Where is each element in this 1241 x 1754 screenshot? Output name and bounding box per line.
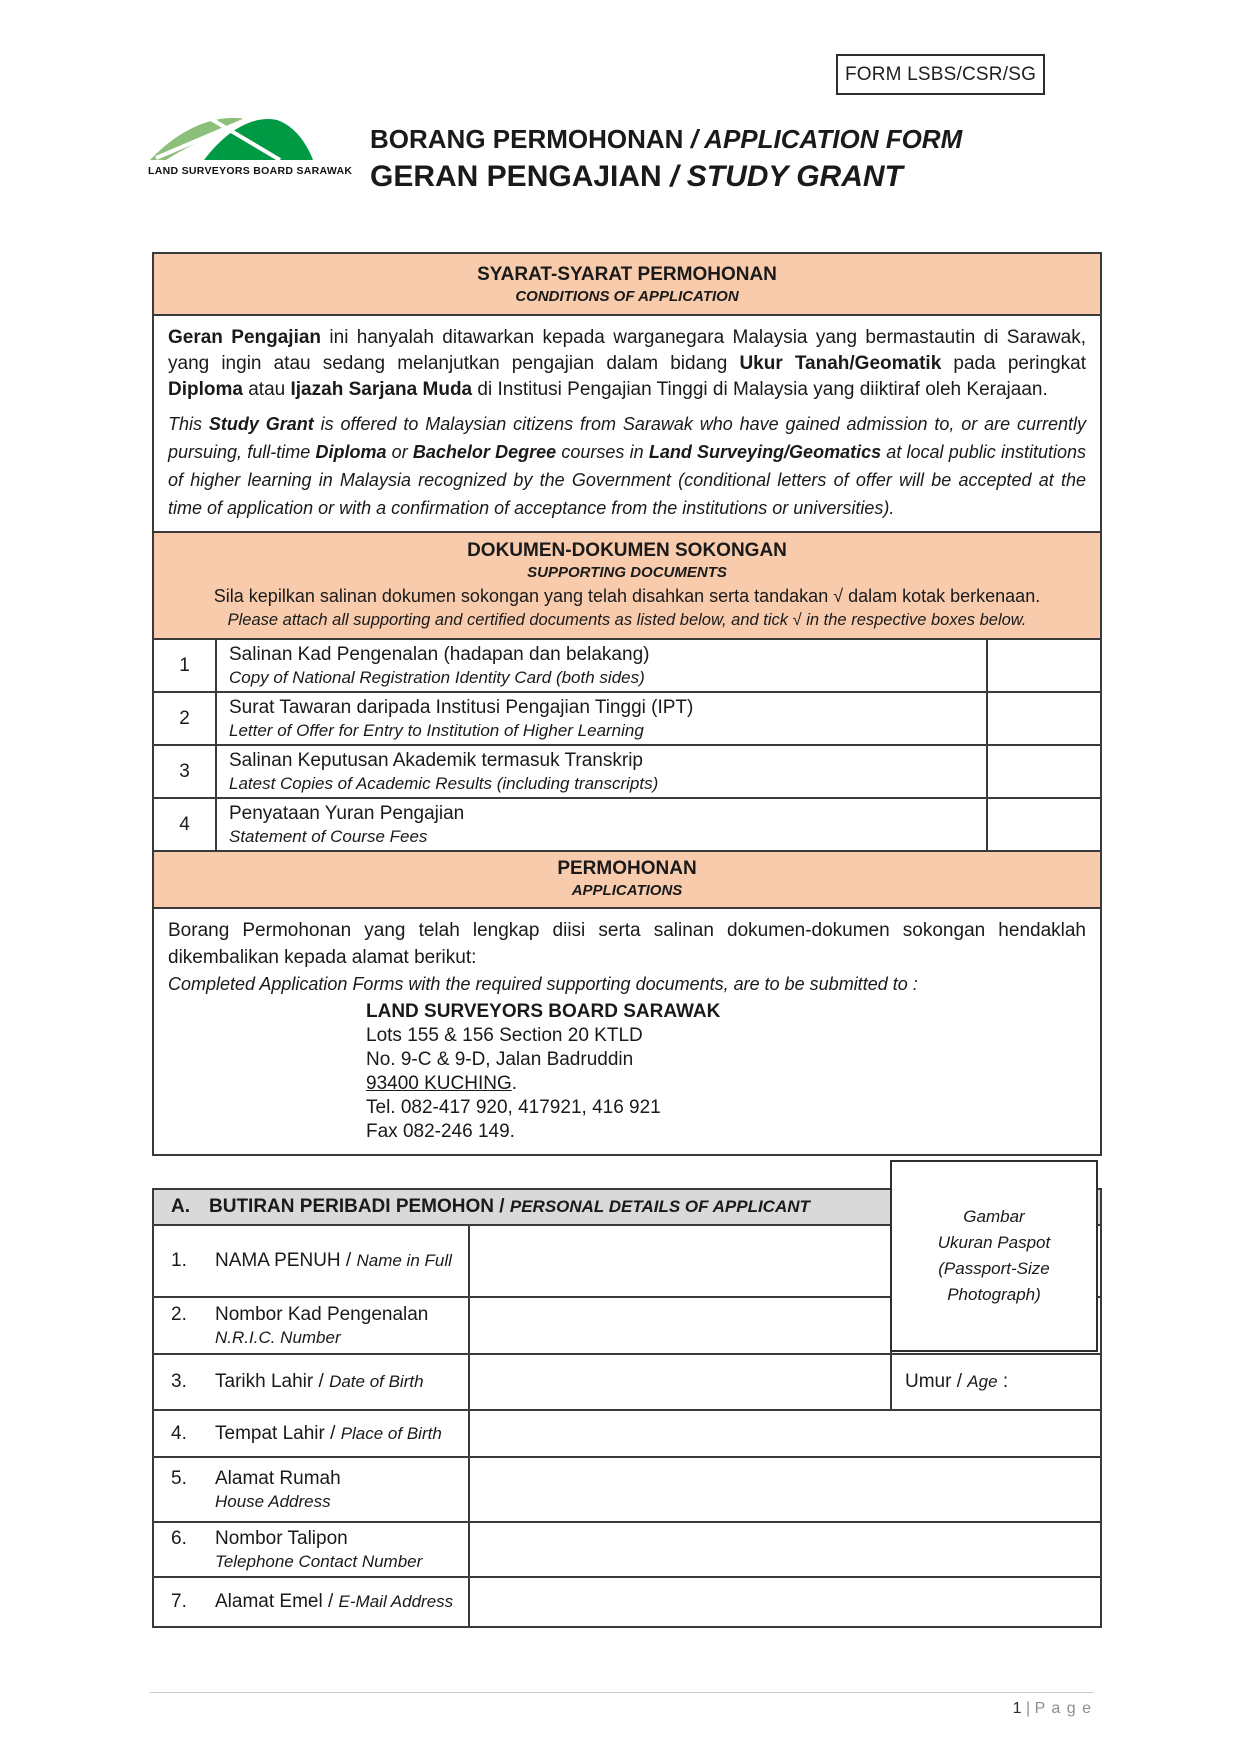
conditions-paragraph-malay: Geran Pengajian ini hanyalah ditawarkan kepada warganegara Malaysia yang bermastautin di Sarawak, yang ingin atau sedang melanjutkan pengajian dalam bidang Ukur Tanah/Geomatik pada peringkat Diploma atau Ijazah Sarjana Muda di Institusi Pengajian Tinggi di Malaysia yang diiktiraf oleh Kerajaan. [168, 327, 1086, 400]
field-row-house-address [154, 1458, 1100, 1523]
section-a-title-malay: BUTIRAN PERIBADI PEMOHON [209, 1196, 495, 1217]
logo-caption: LAND SURVEYORS BOARD SARAWAK [148, 165, 353, 177]
document-3-number: 3 [154, 746, 217, 797]
address-line-1: Lots 155 & 156 Section 20 KTLD [366, 1025, 643, 1046]
document-2-checkbox-cell[interactable] [986, 693, 1100, 744]
title2-malay: GERAN PENGAJIAN [370, 160, 662, 193]
field-row-date-of-birth [154, 1355, 1100, 1411]
document-1-number: 1 [154, 640, 217, 691]
document-2-description: Surat Tawaran daripada Institusi Pengajian Tinggi (IPT) Letter of Offer for Entry to Institution of Higher Learning [229, 697, 694, 740]
document-3-checkbox-cell[interactable] [986, 746, 1100, 797]
address-telephone: Tel. 082-417 920, 417921, 416 921 [366, 1097, 661, 1118]
field-label-date-of-birth: 3. Tarikh Lahir / Date of Birth [154, 1355, 470, 1409]
title1-english: / APPLICATION FORM [690, 124, 963, 154]
address-organisation: LAND SURVEYORS BOARD SARAWAK [366, 1001, 721, 1022]
house-address-input-cell[interactable] [470, 1458, 1100, 1521]
place-of-birth-input-cell[interactable] [470, 1411, 1100, 1456]
address-line-3: 93400 KUCHING. [366, 1073, 518, 1094]
document-4-description: Penyataan Yuran Pengajian Statement of Course Fees [229, 803, 465, 846]
field-label-name-in-full: 1. NAMA PENUH / Name in Full [154, 1226, 470, 1296]
section-a-header: A. BUTIRAN PERIBADI PEMOHON / PERSONAL DETAILS OF APPLICANT [154, 1190, 1100, 1226]
conditions-title-english: CONDITIONS OF APPLICATION [515, 288, 739, 305]
field-row-email-address [154, 1578, 1100, 1626]
documents-section-header [154, 531, 1100, 640]
conditions-paragraph-english: This Study Grant is offered to Malaysian citizens from Sarawak who have gained admission to, or are currently pursuing, full-time Diploma or Bachelor Degree courses in Land Surveying/Geomatics at local public institutions of higher learning in Malaysia recognized by the Government (conditional letters of offer will be accepted at the time of application or with a confirmation of acceptance from the institutions or universities). [168, 414, 1087, 518]
document-row-3 [154, 746, 1100, 799]
logo [148, 110, 353, 177]
conditions-title-malay: SYARAT-SYARAT PERMOHONAN [477, 264, 777, 285]
conditions-section-header [154, 254, 1100, 316]
documents-title-malay: DOKUMEN-DOKUMEN SOKONGAN [467, 540, 787, 561]
info-sections [152, 252, 1102, 1156]
field-row-telephone-number [154, 1523, 1100, 1578]
age-label: Umur / Age : [905, 1371, 1009, 1392]
title2-english: / STUDY GRANT [670, 160, 903, 193]
applications-title-english: APPLICATIONS [571, 882, 683, 899]
footer-divider [150, 1692, 1094, 1693]
name-in-full-input-cell[interactable] [470, 1226, 892, 1296]
email-address-input-cell[interactable] [470, 1578, 1100, 1626]
field-label-email-address: 7. Alamat Emel / E-Mail Address [154, 1578, 470, 1626]
title-line-1 [370, 124, 962, 155]
passport-photo-box: Gambar Ukuran Paspot (Passport-Size Photograph) [890, 1160, 1098, 1352]
address-fax: Fax 082-246 149. [366, 1121, 515, 1142]
field-label-place-of-birth: 4. Tempat Lahir / Place of Birth [154, 1411, 470, 1456]
nric-number-input-cell[interactable] [470, 1298, 892, 1353]
document-1-description: Salinan Kad Pengenalan (hadapan dan belakang) Copy of National Registration Identity Card (both sides) [229, 644, 650, 687]
documents-note-malay: Sila kepilkan salinan dokumen sokongan yang telah disahkan serta tandakan √ dalam kotak berkenaan. [213, 586, 1041, 606]
documents-title-english: SUPPORTING DOCUMENTS [527, 564, 727, 581]
applications-title-malay: PERMOHONAN [557, 858, 697, 879]
form-code-text: FORM LSBS/CSR/SG [844, 63, 1037, 85]
telephone-number-input-cell[interactable] [470, 1523, 1100, 1576]
page-number: 1 | P a g e [1012, 1700, 1092, 1717]
document-1-checkbox-cell[interactable] [986, 640, 1100, 691]
applications-text-malay: Borang Permohonan yang telah lengkap diisi serta salinan dokumen-dokumen sokongan hendaklah dikembalikan kepada alamat berikut: [168, 920, 1086, 968]
document-4-number: 4 [154, 799, 217, 850]
title-line-2 [370, 160, 962, 194]
conditions-body [154, 316, 1100, 531]
page-title [370, 124, 962, 194]
logo-graphic [148, 110, 316, 162]
document-row-4 [154, 799, 1100, 852]
applications-text-english: Completed Application Forms with the required supporting documents, are to be submitted to : [168, 974, 918, 994]
document-row-2 [154, 693, 1100, 746]
address-line-2: No. 9-C & 9-D, Jalan Badruddin [366, 1049, 634, 1070]
field-label-telephone-number: 6. Nombor Talipon Telephone Contact Number [154, 1523, 470, 1576]
document-row-1 [154, 640, 1100, 693]
document-3-description: Salinan Keputusan Akademik termasuk Transkrip Latest Copies of Academic Results (including transcripts) [229, 750, 659, 793]
field-row-place-of-birth [154, 1411, 1100, 1458]
section-a-title-english: PERSONAL DETAILS OF APPLICANT [509, 1197, 810, 1216]
document-2-number: 2 [154, 693, 217, 744]
field-label-nric-number: 2. Nombor Kad Pengenalan N.R.I.C. Number [154, 1298, 470, 1353]
applications-body [154, 909, 1100, 1154]
document-4-checkbox-cell[interactable] [986, 799, 1100, 850]
field-label-house-address: 5. Alamat Rumah House Address [154, 1458, 470, 1521]
section-letter: A. [171, 1196, 190, 1217]
age-input-cell[interactable] [892, 1355, 1100, 1409]
documents-note-english: Please attach all supporting and certified documents as listed below, and tick √ in the respective boxes below. [227, 611, 1027, 629]
date-of-birth-input-cell[interactable] [470, 1355, 892, 1409]
submission-address [366, 1000, 1086, 1144]
title1-malay: BORANG PERMOHONAN [370, 124, 684, 154]
form-code-badge [836, 54, 1045, 95]
applications-section-header [154, 852, 1100, 909]
